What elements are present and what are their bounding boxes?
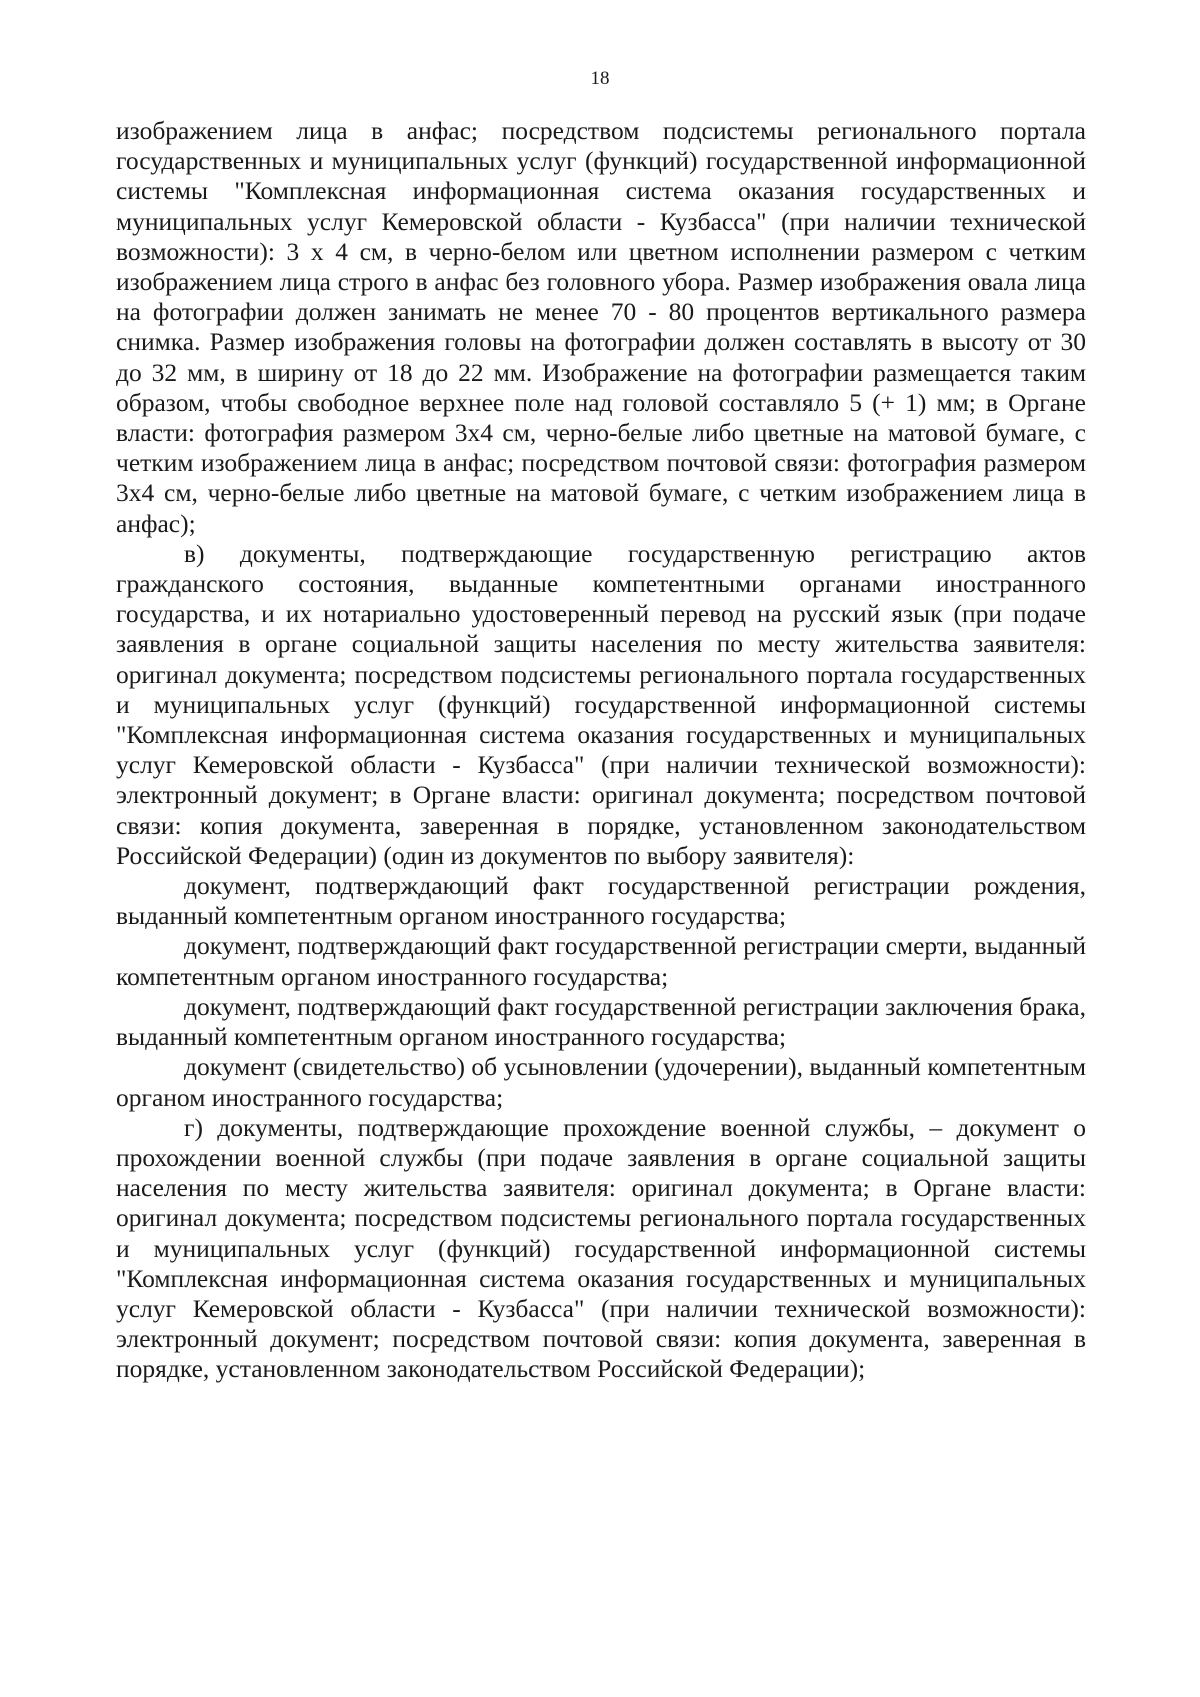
paragraph-marriage-registration: документ, подтверждающий факт государственной регистрации заключения брака, выданный компетентным органом иностранного государства; — [116, 991, 1086, 1052]
paragraph-death-registration: документ, подтверждающий факт государственной регистрации смерти, выданный компетентным органом иностранного государства; — [116, 931, 1086, 991]
paragraph-adoption: документ (свидетельство) об усыновлении (удочерении), выданный компетентным органом иностранного государства; — [116, 1052, 1086, 1112]
paragraph-item-v: в) документы, подтверждающие государственную регистрацию актов гражданского состояния, выданные компетентными органами иностранного государства, и их нотариально удостоверенный перевод на русский язык (при подаче заявления в органе социальной защиты населения по месту жительства заявителя: оригинал документа; посредством подсистемы регионального портала государственных и муниципальных услуг (функций) государственной информационной системы "Комплексная информационная система оказания государственных и муниципальных услуг Кемеровской области - Кузбасса" (при наличии технической возможности): электронный документ; в Органе власти: оригинал документа; посредством почтовой связи: копия документа, заверенная в порядке, установленном законодательством Российской Федерации) (один из документов по выбору заявителя): — [116, 538, 1086, 870]
document-body — [116, 116, 1086, 1385]
paragraph-photo-requirements: изображением лица в анфас; посредством подсистемы регионального портала государственных и муниципальных услуг (функций) государственной информационной системы "Комплексная информационная система оказания государственных и муниципальных услуг Кемеровской области - Кузбасса" (при наличии технической возможности): 3 х 4 см, в черно-белом или цветном исполнении размером с четким изображением лица строго в анфас без головного убора. Размер изображения овала лица на фотографии должен занимать не менее 70 - 80 процентов вертикального размера снимка. Размер изображения головы на фотографии должен составлять в высоту от 30 до 32 мм, в ширину от 18 до 22 мм. Изображение на фотографии размещается таким образом, чтобы свободное верхнее поле над головой составляло 5 (+ 1) мм; в Органе власти: фотография размером 3х4 см, черно-белые либо цветные на матовой бумаге, с четким изображением лица в анфас; посредством почтовой связи: фотография размером 3х4 см, черно-белые либо цветные на матовой бумаге, с четким изображением лица в анфас); — [116, 116, 1086, 538]
paragraph-birth-registration: документ, подтверждающий факт государственной регистрации рождения, выданный компетентным органом иностранного государства; — [116, 871, 1086, 931]
page-number: 18 — [590, 68, 610, 89]
paragraph-item-g: г) документы, подтверждающие прохождение военной службы, – документ о прохождении военной службы (при подаче заявления в органе социальной защиты населения по месту жительства заявителя: оригинал документа; в Органе власти: оригинал документа; посредством подсистемы регионального портала государственных и муниципальных услуг (функций) государственной информационной системы "Комплексная информационная система оказания государственных и муниципальных услуг Кемеровской области - Кузбасса" (при наличии технической возможности): электронный документ; посредством почтовой связи: копия документа, заверенная в порядке, установленном законодательством Российской Федерации); — [116, 1112, 1086, 1384]
